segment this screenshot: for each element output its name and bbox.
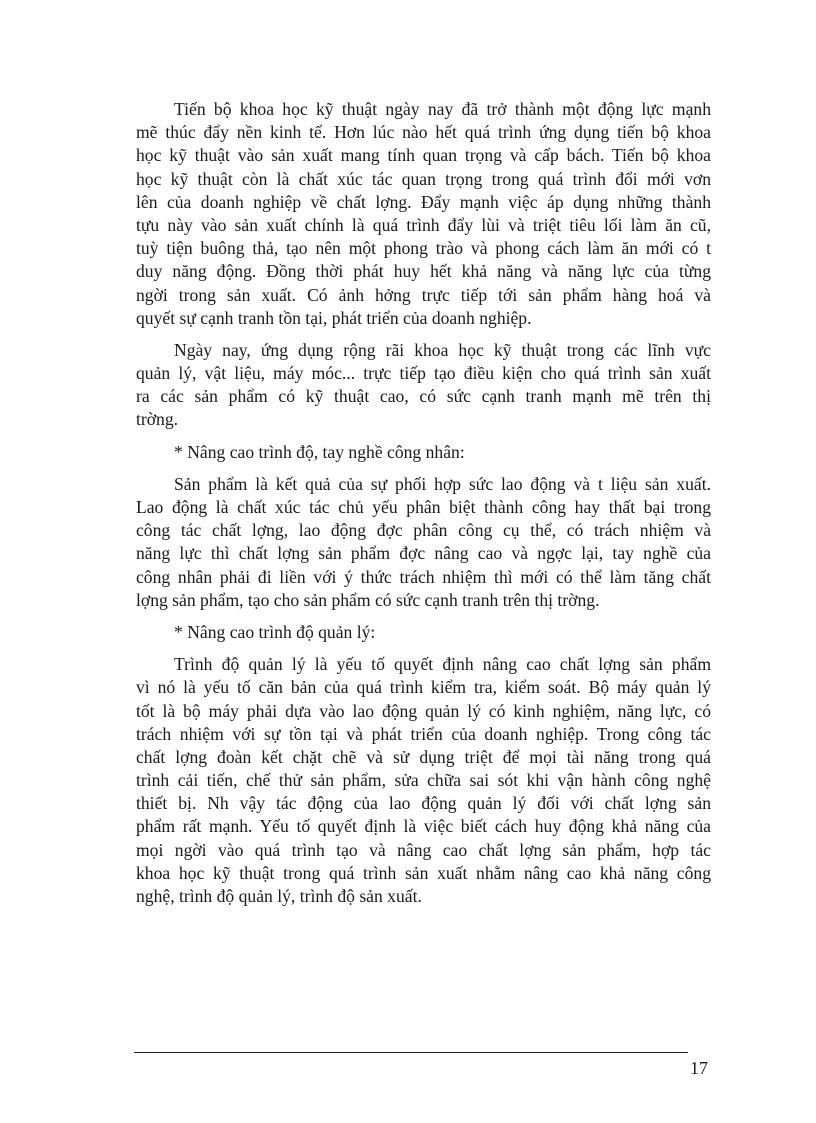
text-line: trình cải tiến, chế thử sản phẩm, sửa chữa sai sót khi vận hành công nghệ [136,770,711,791]
text-line: chất lợng đoàn kết chặt chẽ và sử dụng triệt để mọi tài năng trong quá [136,746,711,767]
text-line: công tác chất lợng, lao động đợc phân công cụ thể, có trách nhiệm và [136,520,711,541]
body-text [136,98,711,917]
text-line: tốt là bộ máy phải dựa vào lao động quản lý có kinh nghiệm, năng lực, có [136,700,711,721]
text-line: tựu này vào sản xuất chính là quá trình đẩy lùi và triệt tiêu lối làm ăn cũ, [136,214,711,235]
heading-management [136,621,711,644]
text-line: quản lý, vật liệu, máy móc... trực tiếp tạo điều kiện cho quá trình sản xuất [136,363,711,384]
text-line: vì nó là yếu tố căn bản của quá trình kiểm tra, kiểm soát. Bộ máy quản lý [136,677,711,698]
text-line: Ngày nay, ứng dụng rộng rãi khoa học kỹ thuật trong các lĩnh vực [174,339,711,360]
text-line: mẽ thúc đẩy nền kinh tế. Hơn lúc nào hết quá trình ứng dụng tiến bộ khoa [136,122,711,143]
section-heading: * Nâng cao trình độ, tay nghề công nhân: [174,441,465,462]
paragraph-technology-progress [136,98,711,330]
paragraph-management [136,653,711,908]
text-line: nghệ, trình độ quản lý, trình độ sản xuất. [136,886,422,906]
text-line: lên của doanh nghiệp về chất lợng. Đẩy mạnh việc áp dụng những thành [136,191,711,212]
text-line: lợng sản phẩm, tạo cho sản phẩm có sức cạnh tranh trên thị trờng. [136,589,600,610]
paragraph-labor [136,473,711,612]
text-line: Tiến bộ khoa học kỹ thuật ngày nay đã trở thành một động lực mạnh [174,99,711,119]
text-line: học kỹ thuật vào sản xuất mang tính quan trọng và cấp bách. Tiến bộ khoa [136,145,711,166]
text-line: ngời trong sản xuất. Có ảnh hởng trực tiếp tới sản phẩm hàng hoá và [136,284,711,305]
text-line: Trình độ quản lý là yếu tố quyết định nâng cao chất lợng sản phẩm [174,654,711,675]
page-number: 17 [690,1058,708,1078]
text-line: mọi ngời vào quá trình tạo và nâng cao chất lợng sản phẩm, hợp tác [136,839,711,860]
text-line: Sản phẩm là kết quả của sự phối hợp sức lao động và t liệu sản xuất. [174,473,711,494]
text-line: công nhân phải đi liền với ý thức trách nhiệm thì mới có thể làm tăng chất [136,566,711,587]
text-line: Lao động là chất xúc tác chủ yếu phân biệt thành công hay thất bại trong [136,497,711,517]
text-line: năng lực thì chất lợng sản phẩm đợc nâng cao và ngợc lại, tay nghề của [136,543,711,564]
text-line: phẩm rất mạnh. Yếu tố quyết định là việc biết cách huy động khả năng của [136,816,711,837]
text-line: duy năng động. Đồng thời phát huy hết khả năng và năng lực của từng [136,261,711,282]
text-line: ra các sản phẩm có kỹ thuật cao, có sức cạnh tranh mạnh mẽ trên thị [136,386,711,407]
text-line: khoa học kỹ thuật trong quá trình sản xuất nhằm nâng cao khả năng công [136,862,711,883]
text-line: trách nhiệm với sự tồn tại và phát triển của doanh nghiệp. Trong công tác [136,723,711,744]
text-line: thiết bị. Nh vậy tác động của lao động quản lý đối với chất lợng sản [136,793,711,814]
text-line: tuỳ tiện buông thả, tạo nên một phong trào và phong cách làm ăn mới có t [136,238,711,259]
paragraph-applications [136,339,711,432]
footer-divider [134,1052,688,1053]
text-line: học kỹ thuật còn là chất xúc tác quan trọng trong quá trình đổi mới vơn [136,168,711,189]
text-line: trờng. [136,409,179,430]
text-line: quyết sự cạnh tranh tồn tại, phát triển của doanh nghiệp. [136,307,532,328]
section-heading: * Nâng cao trình độ quản lý: [174,621,376,642]
heading-worker-skills [136,441,711,464]
